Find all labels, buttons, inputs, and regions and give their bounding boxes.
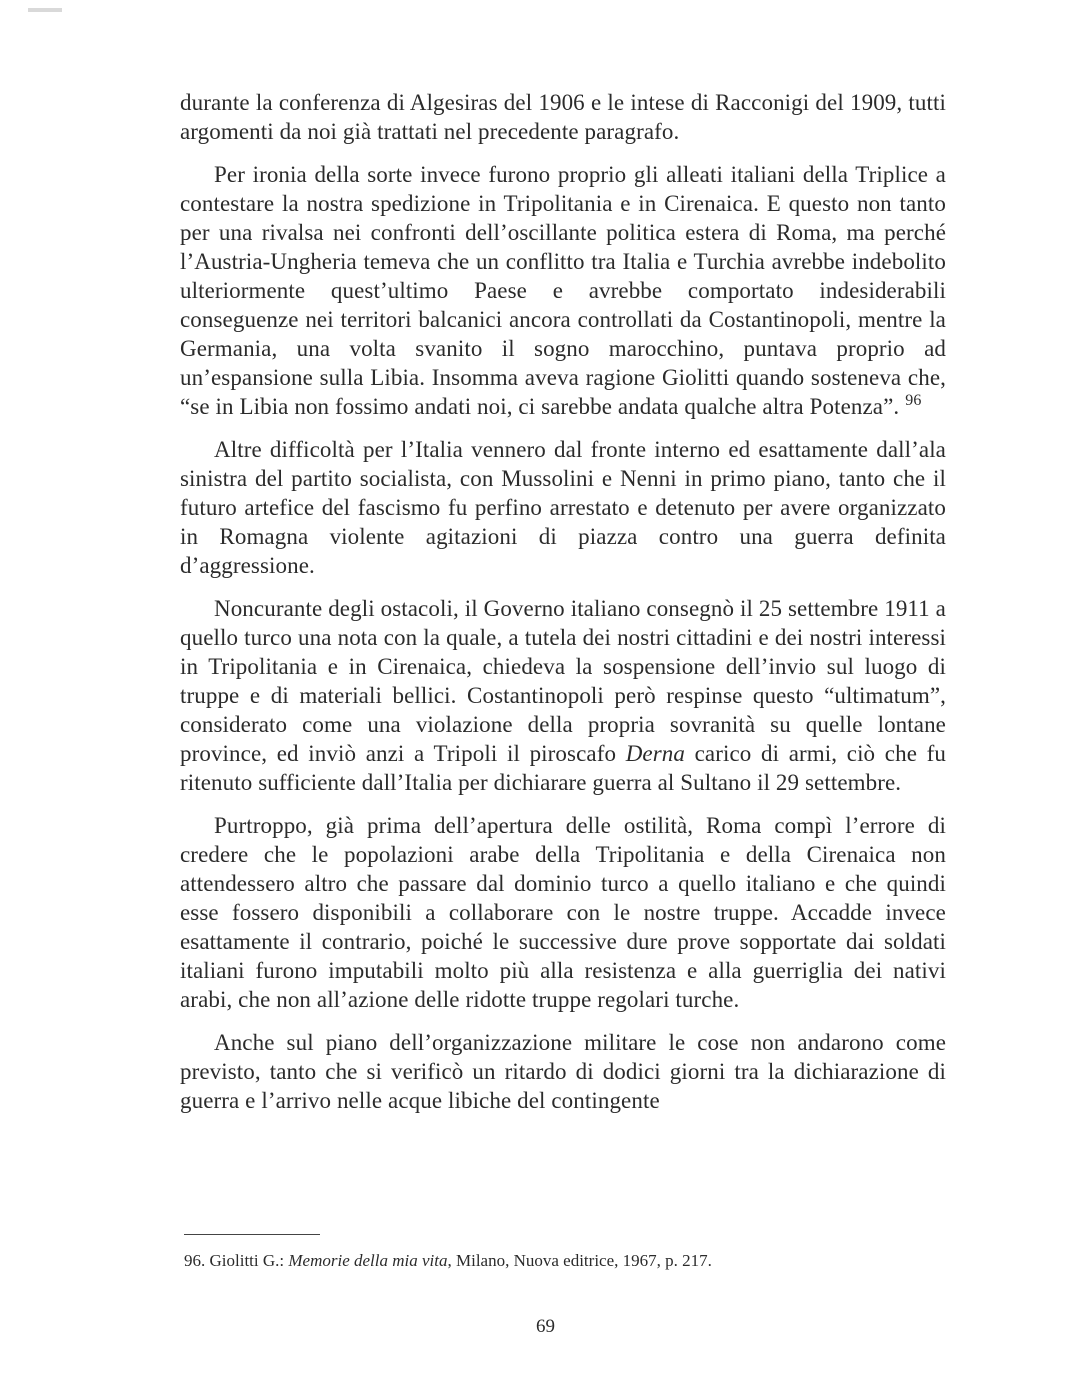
paragraph-4-text-after: carico di armi, ciò che fu ritenuto sufficiente dall’Italia per dichiarare guerra al Sultano il 29 settembre.	[180, 741, 946, 795]
paragraph-5	[180, 811, 946, 1014]
footnote-author: Giolitti G.:	[209, 1251, 285, 1270]
footnote-title: Memorie della mia vita	[288, 1251, 448, 1270]
paragraph-2	[180, 160, 946, 421]
paragraph-1-text: durante la conferenza di Algesiras del 1906 e le intese di Racconigi del 1909, tutti argomenti da noi già trattati nel precedente paragrafo.	[180, 90, 946, 144]
paragraph-4-text-before: Noncurante degli ostacoli, il Governo italiano consegnò il 25 settembre 1911 a quello turco una nota con la quale, a tutela dei nostri cittadini e dei nostri interessi in Tripolitania e in Cirenaica, chiedeva la sospensione dell’invio sul luogo di truppe e di materiali bellici. Costantinopoli però respinse questo “ultimatum”, considerato come una violazione della propria sovranità su quelle lontane province, ed inviò anzi a Tripoli il piroscafo	[180, 596, 946, 766]
page-number: 69	[536, 1316, 555, 1337]
ship-name-italic: Derna	[625, 741, 685, 766]
paragraph-5-text: Purtroppo, già prima dell’apertura delle ostilità, Roma compì l’errore di credere che le popolazioni arabe della Tripolitania e della Cirenaica non attendessero altro che passare dal dominio turco a quello italiano e che quindi esse fossero disponibili a collaborare con le nostre truppe. Accadde invece esattamente il contrario, poiché le successive dure prove sopportate dai soldati italiani furono imputabili molto più alla resistenza e alla guerriglia dei nativi arabi, che non all’azione delle ridotte truppe regolari turche.	[180, 813, 946, 1012]
footnote-number: 96.	[184, 1251, 206, 1270]
paragraph-2-text: Per ironia della sorte invece furono proprio gli alleati italiani della Triplice a contestare la nostra spedizione in Tripolitania e in Cirenaica. E questo non tanto per una rivalsa nei confronti dell’oscillante politica estera di Roma, ma perché l’Austria-Ungheria temeva che un conflitto tra Italia e Turchia avrebbe indebolito ulteriormente quest’ultimo Paese e avrebbe comportato indesiderabili conseguenze nei territori balcanici ancora controllati da Costantinopoli, mentre la Germania, una volta svanito il sogno marocchino, puntava proprio ad un’espansione sulla Libia. Insomma aveva ragione Giolitti quando sosteneva che, “se in Libia non fossimo andati noi, ci sarebbe andata qualche altra Potenza”.	[180, 162, 946, 419]
paragraph-1	[180, 88, 946, 146]
body-text	[180, 88, 946, 1115]
paragraph-3-text: Altre difficoltà per l’Italia vennero dal fronte interno ed esattamente dall’ala sinistra del partito socialista, con Mussolini e Nenni in primo piano, tanto che il futuro artefice del fascismo fu perfino arrestato e detenuto per avere organizzato in Romagna violente agitazioni di piazza contro una guerra definita d’aggressione.	[180, 437, 946, 578]
paragraph-6-text: Anche sul piano dell’organizzazione militare le cose non andarono come previsto, tanto che si verificò un ritardo di dodici giorni tra la dichiarazione di guerra e l’arrivo nelle acque libiche del contingente	[180, 1030, 946, 1113]
paragraph-6	[180, 1028, 946, 1115]
footnote	[184, 1250, 944, 1272]
footnote-details: , Milano, Nuova editrice, 1967, p. 217.	[447, 1251, 712, 1270]
paragraph-4	[180, 594, 946, 797]
scan-edge-mark	[28, 8, 62, 12]
footnote-reference: 96	[905, 392, 922, 409]
paragraph-3	[180, 435, 946, 580]
footnote-divider	[184, 1234, 320, 1235]
